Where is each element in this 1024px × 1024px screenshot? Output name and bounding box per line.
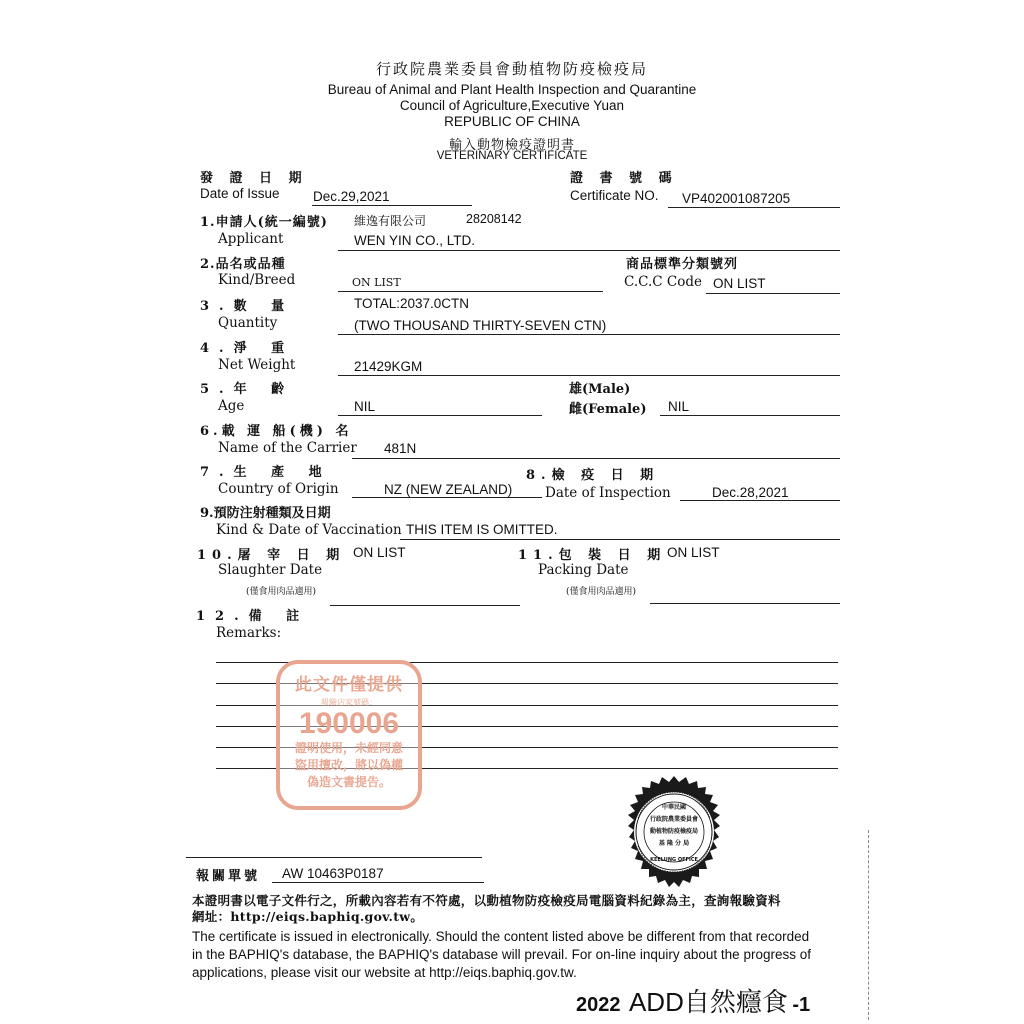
age-value: NIL: [354, 399, 376, 414]
scan-edge-line: [868, 830, 869, 1020]
kind-value: ON LIST: [352, 276, 401, 289]
stamp-line-4: 盜用擅改，將以偽權: [294, 758, 403, 772]
issue-date-value: Dec.29,2021: [313, 189, 390, 204]
origin-label-zh: 7.生 產 地: [200, 465, 332, 480]
net-weight-underline: [338, 375, 840, 376]
footer-en-line-1: The certificate is issued in electronically. Should the content listed above be different from that recorded: [192, 929, 810, 944]
ccc-underline: [706, 293, 840, 294]
certificate-title-zh: 輸入動物檢疫證明書: [448, 138, 575, 153]
footer-zh-line-2: 網址：http://eiqs.baphiq.gov.tw。: [192, 909, 424, 924]
slaughter-value: ON LIST: [353, 545, 406, 560]
applicant-underline: [338, 250, 840, 251]
quantity-underline: [338, 334, 840, 335]
applicant-value: WEN YIN CO., LTD.: [354, 233, 476, 248]
vaccination-label-zh: 9.預防注射種類及日期: [200, 506, 331, 521]
origin-value: NZ (NEW ZEALAND): [384, 482, 513, 497]
remarks-label-zh: 12.備 註: [196, 609, 310, 624]
customs-label-zh: 報關單號: [196, 869, 261, 884]
origin-label: Country of Origin: [218, 481, 339, 497]
seal-center-3: 動植物防疫檢疫局: [649, 828, 699, 835]
applicant-label: Applicant: [218, 231, 284, 247]
inspection-label-zh: 8.檢 疫 日 期: [526, 468, 660, 483]
applicant-value-zh: 維逸有限公司: [354, 214, 427, 228]
packing-label: Packing Date: [538, 562, 629, 578]
issue-date-underline: [312, 205, 472, 206]
council-name: Council of Agriculture,Executive Yuan: [399, 98, 625, 113]
applicant-label-zh: 1.申請人(統一編號): [200, 215, 328, 230]
seal-bottom-text: KEELUNG OFFICE: [650, 857, 698, 863]
ccc-value: ON LIST: [713, 276, 766, 291]
kind-label: Kind/Breed: [218, 272, 296, 288]
net-weight-label: Net Weight: [218, 357, 296, 373]
ccc-label: C.C.C Code: [624, 274, 702, 290]
caption-title: ADD自然癮食: [628, 987, 788, 1017]
vaccination-value: THIS ITEM IS OMITTED.: [406, 522, 558, 537]
customs-top-line: [186, 857, 482, 858]
quantity-total: TOTAL:2037.0CTN: [354, 296, 470, 311]
slaughter-underline: [330, 605, 520, 606]
cert-no-label-zh: 證 書 號 碼: [570, 171, 678, 186]
carrier-label: Name of the Carrier: [218, 440, 357, 456]
watermark-stamp: [276, 660, 422, 810]
remarks-label: Remarks:: [216, 625, 282, 641]
packing-note: (僅食用肉品適用): [566, 587, 637, 597]
quantity-label-zh: 3.數 量: [200, 299, 295, 314]
packing-label-zh: 11.包 裝 日 期: [518, 548, 667, 563]
female-label: 雌(Female): [569, 402, 647, 417]
age-label: Age: [218, 398, 245, 414]
country-name: REPUBLIC OF CHINA: [444, 114, 580, 129]
seal-center-1: 中華民國: [661, 804, 687, 811]
footer-zh-line-1: 本證明書以電子文件行之，所載內容若有不符處，以動植物防疫檢疫局電腦資料紀錄為主，查詢報驗資料: [192, 893, 781, 908]
applicant-id: 28208142: [466, 212, 522, 226]
male-label: 雄(Male): [569, 382, 631, 397]
kind-label-zh: 2.品名或品種: [200, 257, 286, 272]
customs-underline: [272, 882, 484, 883]
seal-center-4: 基 隆 分 局: [658, 840, 690, 847]
customs-value: AW 10463P0187: [282, 866, 384, 881]
cert-no-value: VP402001087205: [682, 191, 791, 206]
packing-underline: [650, 603, 840, 604]
vaccination-label: Kind & Date of Vaccination: [216, 522, 402, 538]
official-seal-icon: [612, 775, 736, 889]
certificate-title-en: VETERINARY CERTIFICATE: [436, 150, 588, 162]
slaughter-label-zh: 10.屠 宰 日 期: [197, 548, 346, 563]
stamp-line-5: 偽造文書提告。: [306, 775, 391, 789]
slaughter-note: (僅食用肉品適用): [246, 587, 317, 597]
agency-title-en: Bureau of Animal and Plant Health Inspection and Quarantine: [327, 82, 697, 97]
issue-date-label-zh: 發 證 日 期: [200, 171, 308, 186]
quantity-words: (TWO THOUSAND THIRTY-SEVEN CTN): [354, 318, 607, 333]
inspection-underline: [680, 500, 840, 501]
origin-underline: [352, 497, 542, 498]
inspection-value: Dec.28,2021: [712, 485, 789, 500]
ccc-label-zh: 商品標準分類號列: [626, 257, 739, 272]
stamp-number: 190006: [298, 707, 400, 740]
age-underline: [338, 415, 542, 416]
caption-suffix: -1: [792, 994, 811, 1016]
carrier-value: 481N: [384, 441, 417, 456]
net-weight-value: 21429KGM: [354, 359, 423, 374]
net-weight-label-zh: 4.淨 重: [200, 341, 295, 356]
vaccination-underline: [400, 539, 840, 540]
footer-en-line-2: in the BAPHIQ's database, the BAPHIQ's database will prevail. For on-line inquiry about the progress of: [192, 947, 811, 962]
caption: [576, 982, 810, 1019]
stamp-line-2: 報驗店家號碼：: [321, 698, 377, 707]
packing-value: ON LIST: [667, 545, 720, 560]
female-value: NIL: [668, 399, 690, 414]
carrier-underline: [352, 458, 840, 459]
carrier-label-zh: 6.載 運 船(機) 名: [200, 424, 353, 439]
stamp-line-3: 證明使用，未經同意: [294, 741, 403, 755]
slaughter-label: Slaughter Date: [218, 562, 323, 578]
kind-underline: [338, 291, 603, 292]
stamp-line-1: 此文件僅提供: [295, 675, 403, 695]
cert-no-underline: [668, 207, 840, 208]
age-label-zh: 5.年 齡: [200, 382, 295, 397]
quantity-label: Quantity: [218, 315, 278, 331]
female-underline: [660, 415, 840, 416]
caption-year: 2022: [576, 994, 621, 1016]
footer-en-line-3: applications, please visit our website at http://eiqs.baphiq.gov.tw.: [192, 965, 577, 980]
agency-title-zh: 行政院農業委員會動植物防疫檢疫局: [375, 60, 648, 78]
issue-date-label: Date of Issue: [200, 186, 280, 201]
cert-no-label: Certificate NO.: [570, 188, 659, 203]
seal-center-2: 行政院農業委員會: [649, 816, 699, 823]
inspection-label: Date of Inspection: [545, 485, 671, 501]
